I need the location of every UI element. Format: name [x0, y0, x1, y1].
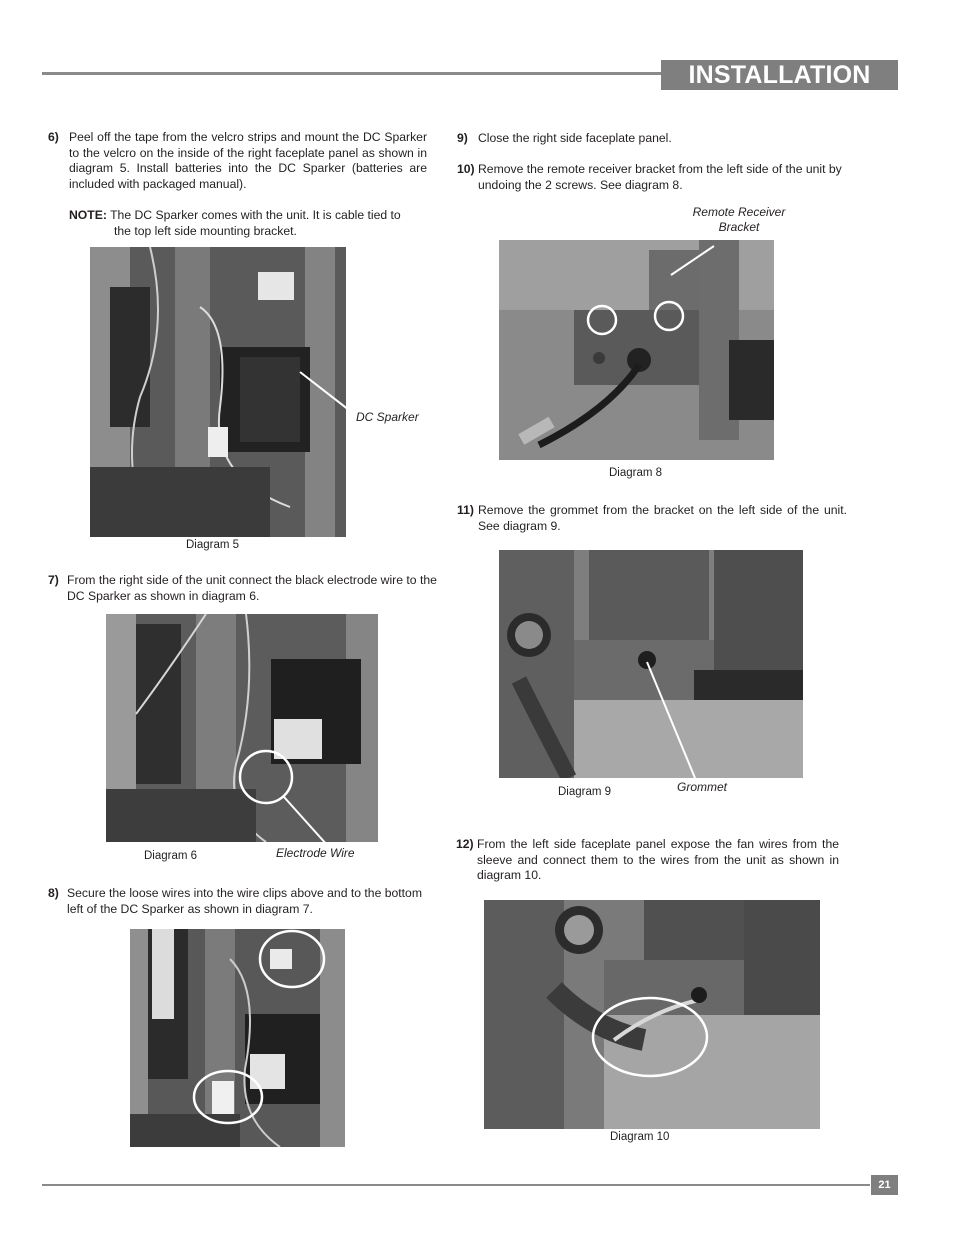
- diagram-5-photo: [90, 247, 346, 537]
- diagram-9-caption: Diagram 9: [558, 786, 612, 798]
- diagram-9-photo: [499, 550, 803, 778]
- callout-remote-receiver-line-1: Remote Receiver: [692, 205, 786, 219]
- step-6: [48, 130, 427, 192]
- step-text: From the right side of the unit connect the black electrode wire to the DC Sparker as shown in diagram 6.: [67, 573, 437, 603]
- step-text: Remove the grommet from the bracket on the left side of the unit. See diagram 9.: [478, 503, 847, 533]
- step-number: 11): [457, 503, 474, 517]
- diagram-10-photo: [484, 900, 820, 1129]
- step-number: 12): [456, 837, 474, 851]
- step-text: Secure the loose wires into the wire clips above and to the bottom left of the DC Sparker as shown in diagram 7.: [67, 886, 422, 916]
- diagram-6-caption: Diagram 6: [144, 850, 198, 862]
- note-line-1: The DC Sparker comes with the unit. It is cable tied to: [110, 208, 401, 222]
- callout-remote-receiver-line-2: Bracket: [718, 220, 760, 234]
- diagram-8-caption: Diagram 8: [609, 467, 663, 479]
- page-title: INSTALLATION: [661, 60, 898, 90]
- note-label: NOTE:: [69, 208, 107, 222]
- step-10: [457, 162, 847, 193]
- step-8: [48, 886, 438, 917]
- note: [69, 208, 429, 239]
- step-12: [456, 837, 839, 884]
- footer-rule: [42, 1184, 870, 1186]
- diagram-8-photo: [499, 240, 774, 460]
- diagram-5-caption: Diagram 5: [186, 539, 240, 551]
- step-number: 7): [48, 573, 59, 587]
- callout-dc-sparker: DC Sparker: [356, 410, 419, 424]
- step-text: Close the right side faceplate panel.: [478, 131, 672, 145]
- step-7: [48, 573, 438, 604]
- diagram-6-photo: [106, 614, 378, 842]
- diagram-10-caption: Diagram 10: [610, 1131, 670, 1143]
- page-number: 21: [871, 1175, 898, 1195]
- step-11: [457, 503, 847, 534]
- callout-grommet: Grommet: [677, 780, 728, 794]
- step-text: From the left side faceplate panel expose the fan wires from the sleeve and connect them to the wires from the unit as shown in diagram 10.: [477, 837, 839, 883]
- step-number: 10): [457, 162, 475, 176]
- header-rule: [42, 72, 662, 75]
- step-9: [457, 131, 847, 147]
- step-text: Remove the remote receiver bracket from the left side of the unit by undoing the 2 screws. See diagram 8.: [478, 162, 842, 192]
- step-text: Peel off the tape from the velcro strips and mount the DC Sparker to the velcro on the inside of the right faceplate panel as shown in diagram 5. Install batteries into the DC Sparker (batteries are included with packaged manual).: [69, 130, 427, 191]
- diagram-7-photo: [130, 929, 345, 1147]
- step-number: 6): [48, 130, 59, 144]
- note-line-2: the top left side mounting bracket.: [114, 223, 297, 238]
- step-number: 8): [48, 886, 59, 900]
- callout-electrode-wire: Electrode Wire: [276, 846, 355, 860]
- callout-remote-receiver-bracket: [688, 205, 790, 235]
- step-number: 9): [457, 131, 468, 145]
